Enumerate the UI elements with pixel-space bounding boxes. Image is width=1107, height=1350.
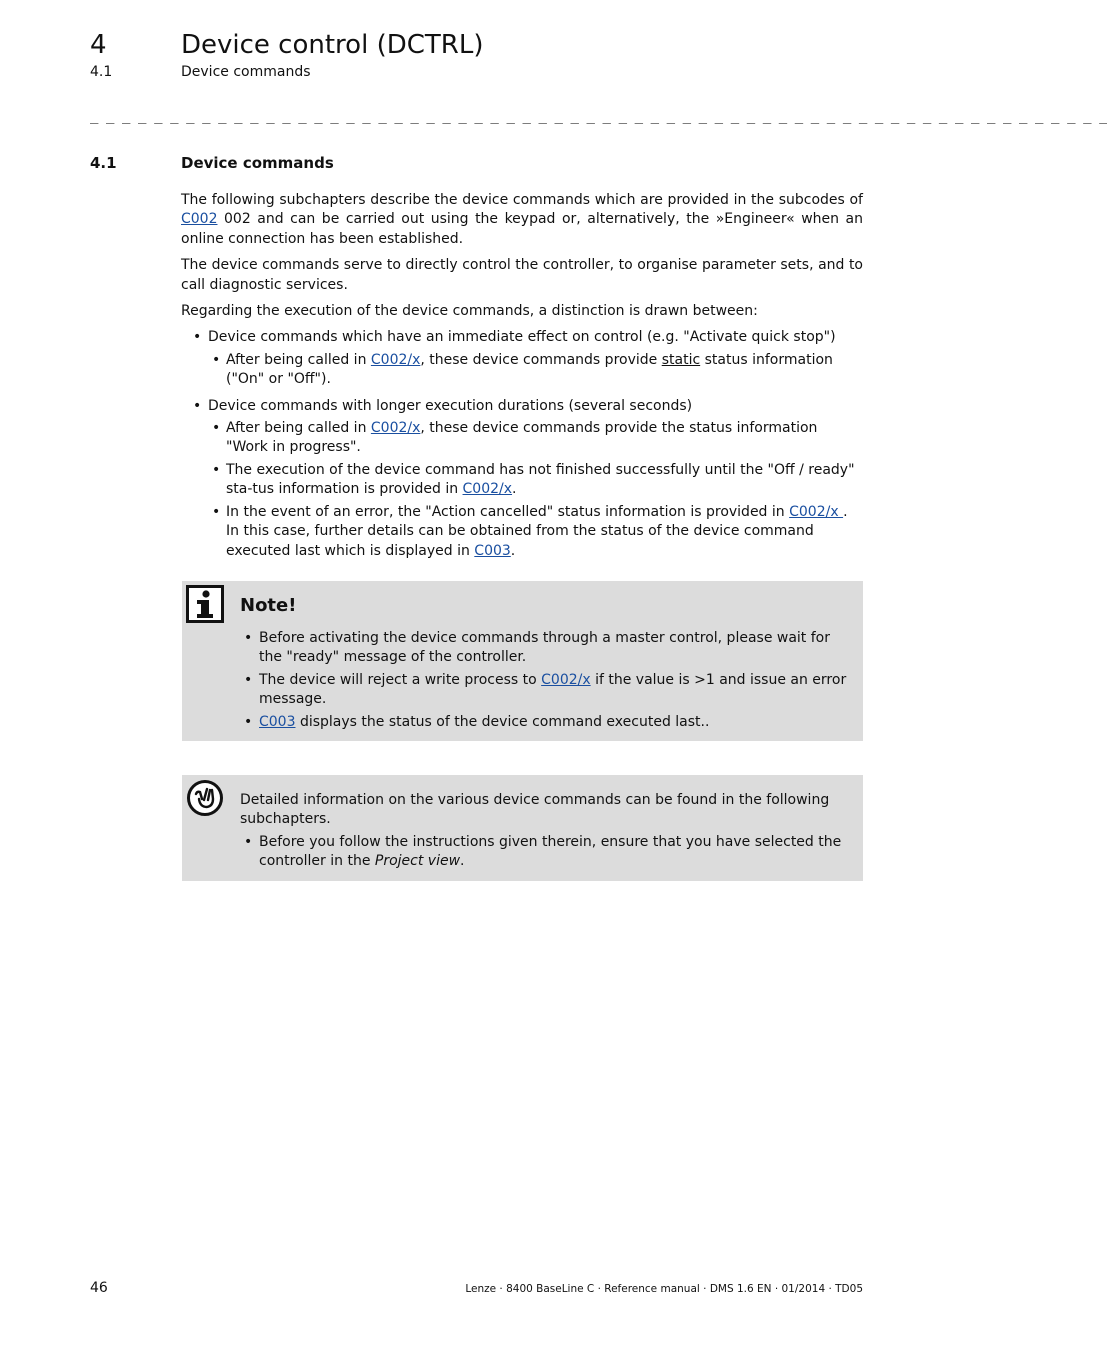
list-item: • Device commands with longer execution durations (several seconds) • After being called in C002/x, these device commands provide the status information "Work in progress". • The execution of the device command has not finished successfully until the "Off / ready" sta-tus information is provided in C002/x. • In the event of an error, the "Action cancelled" status information is provided in C002/x . In this case, further details can be obtained from the status of the device command executed last which is displayed in C003. [181, 397, 863, 561]
link-c002-x[interactable]: C002/x [370, 351, 421, 368]
link-c002-x[interactable]: C002/x [789, 503, 844, 520]
section-title: Device commands [181, 154, 334, 172]
link-c003[interactable]: C003 [259, 713, 296, 730]
page-number: 46 [90, 1280, 108, 1296]
intro-paragraph-1: The following subchapters describe the device commands which are provided in the subcodes of C002 002 and can be carried out using the keypad or, alternatively, the »Engineer« when an online connection has been established. [181, 192, 863, 247]
header-rule: _ _ _ _ _ _ _ _ _ _ _ _ _ _ _ _ _ _ _ _ _ _ _ _ _ _ _ _ _ _ _ _ _ _ _ _ _ _ _ _ _ _ _ _ _ _ _ _ _ _ _ _ _ _ _ _ _ _ _ _ _ _ _ _ [90, 108, 1107, 124]
list-item: • After being called in C002/x, these device commands provide the status information "Work in progress". [208, 419, 863, 458]
chapter-number: 4 [90, 30, 107, 60]
intro-paragraph-2: The device commands serve to directly control the controller, to organise parameter sets, and to call diagnostic services. [181, 257, 863, 293]
list-item: • Before activating the device commands through a master control, please wait for the "ready" message of the controller. [240, 629, 850, 668]
running-section-title: Device commands [181, 64, 311, 80]
note-heading: Note! [240, 595, 297, 616]
list-item: • The execution of the device command has not finished successfully until the "Off / ready" sta-tus information is provided in C002/x. [208, 461, 863, 500]
list-item: • C003 displays the status of the device command executed last.. [240, 713, 850, 732]
link-c002-x[interactable]: C002/x [370, 420, 421, 437]
list-item: • After being called in C002/x, these device commands provide static status information ("On" or "Off"). [208, 351, 863, 390]
note-box [182, 581, 863, 741]
intro-paragraph-3: Regarding the execution of the device commands, a distinction is drawn between: [181, 303, 758, 320]
running-section-number: 4.1 [90, 64, 113, 80]
tip-hand-icon [186, 779, 224, 817]
link-c002[interactable]: C002 [181, 211, 218, 228]
command-type-list [181, 328, 863, 560]
tip-body [240, 791, 850, 875]
tip-paragraph: Detailed information on the various device commands can be found in the following subchapters. [240, 792, 830, 828]
footer-doc-info: Lenze · 8400 BaseLine C · Reference manual · DMS 1.6 EN · 01/2014 · TD05 [465, 1283, 863, 1295]
info-icon [186, 585, 224, 623]
link-c002-x[interactable]: C002/x [541, 671, 591, 688]
tip-box [182, 775, 863, 881]
list-item: • The device will reject a write process to C002/x if the value is >1 and issue an error message. [240, 671, 850, 710]
link-c003[interactable]: C003 [474, 542, 511, 559]
body-content [181, 191, 863, 568]
list-item: • In the event of an error, the "Action cancelled" status information is provided in C002/x . In this case, further details can be obtained from the status of the device command executed last which is displayed in C003. [208, 503, 863, 561]
note-body [240, 629, 850, 735]
section-number: 4.1 [90, 154, 117, 172]
link-c002-x[interactable]: C002/x [462, 481, 513, 498]
list-item: • Device commands which have an immediate effect on control (e.g. "Activate quick stop") • After being called in C002/x, these device commands provide static status information ("On" or "Off"). [181, 328, 863, 389]
list-item: • Before you follow the instructions given therein, ensure that you have selected the controller in the Project view. [240, 833, 850, 872]
chapter-title: Device control (DCTRL) [181, 30, 484, 60]
